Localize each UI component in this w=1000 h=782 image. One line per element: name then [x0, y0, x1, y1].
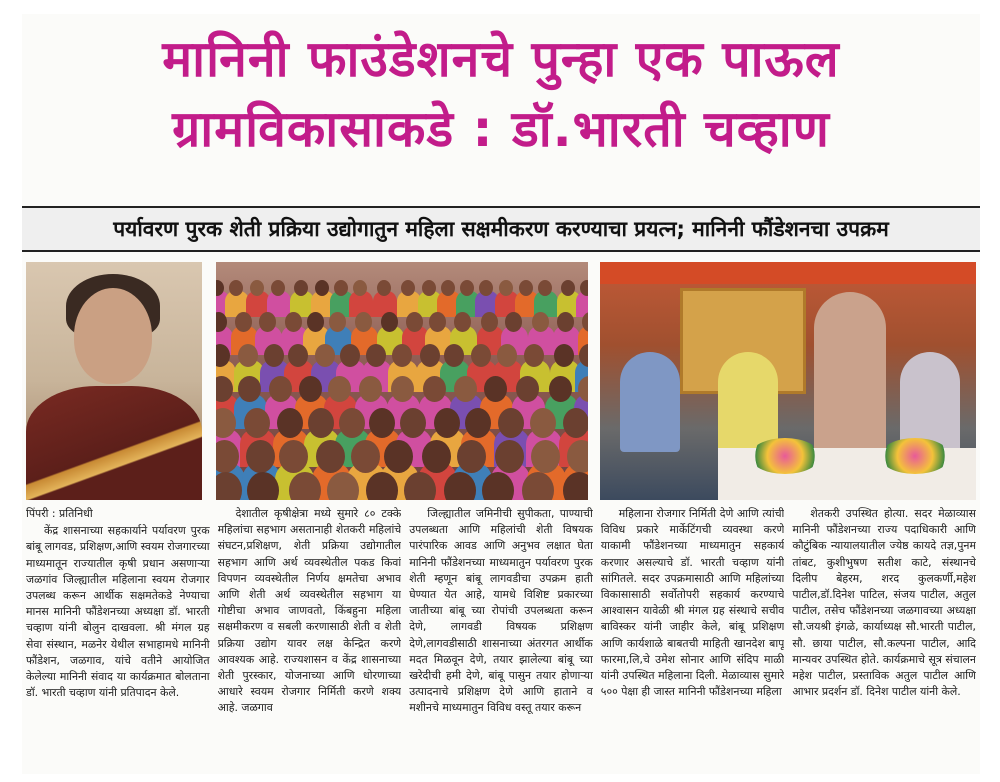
headline-line-1: मानिनी फाउंडेशनचे पुन्हा एक पाऊल [162, 30, 840, 88]
headline [22, 24, 980, 164]
article-column-1 [26, 506, 210, 772]
column-text: महिलाना रोजगार निर्मिती देणे आणि त्यांची विविध प्रकारे मार्केटिंगची व्यवस्था करणे याकामी फौंडेशनच्या माध्यमातुन सहकार्य करणार असल्याचे डॉ. भारती चव्हाण यांनी सांगितले. सदर उपक्रमासाठी आणि महिलांच्या विकासासाठी सर्वोतोपरी सहकार्य करण्याचे आश्वासन यावेळी श्री मंगल ग्रह संस्थाचे सचीव बाविस्कर यांनी जाहीर केले, बांबू प्रशिक्षण आणि कार्यशाळे बाबतची माहिती खानदेश बापू फारमा,लि,चे उमेश सोनार आणि संदिप माळी यांनी उपस्थित महिलाना दिली. मेळाव्यास सुमारे ५०० पेक्षा ही जास्त मानिनी फौंडेशनच्या महिला [600, 507, 785, 699]
subheadline-bar [22, 206, 980, 252]
dateline: पिंपरी : प्रतिनिधी [26, 507, 93, 520]
newspaper-clipping [22, 14, 980, 774]
column-text: केंद्र शासनाच्या सहकार्याने पर्यावरण पुरक बांबू लागवड, प्रशिक्षण,आणि स्वयम रोजगारच्या माध्यमातून राज्यातील कृषी प्रधान असणाऱ्या जळगांव जिल्ह्यातील महिलाना स्वयम रोजगार उपलब्ध करून आर्थीक सक्षमतेकडे नेण्याचा मानस मानिनी फौंडेशनच्या अध्यक्षा डॉ. भारती चव्हाण यांनी बोलुन दाखवला. श्री मंगल ग्रह सेवा संस्थान, मळनेर येथील सभाहामधे मानिनी फौंडेशन, जळगाव, यांचे वतीने आयोजित केलेल्या मानिनी संवाद या कार्यक्रमात बोलताना डॉ. भारती चव्हाण यांनी प्रतिपादन केले. [26, 524, 210, 700]
article-column-4 [601, 506, 785, 772]
subheadline: पर्यावरण पुरक शेती प्रक्रिया उद्योगातुन महिला सक्षमीकरण करण्याचा प्रयत्न; मानिनी फौंडेशनचा उपक्रम [113, 217, 889, 241]
event-stage-photo [600, 262, 976, 500]
audience-photo [216, 262, 588, 500]
headline-line-2: ग्रामविकासाकडे : डॉ.भारती चव्हाण [172, 100, 830, 158]
article-column-2 [218, 506, 402, 772]
portrait-photo [26, 262, 202, 500]
article-column-5 [792, 506, 976, 772]
article-column-3 [409, 506, 593, 772]
column-text: जिल्ह्यातील जमिनीची सुपीकता, पाण्याची उपलब्धता आणि महिलांची शेती विषयक पारंपारिक आवड आणि अनुभव लक्षात घेता मानिनी फौंडेशनच्या माध्यमातुन पर्यावरण पुरक शेती म्हणून बांबू लागवडीचा उपक्रम हाती घेण्यात येत आहे, यामधे विशिष्ट प्रकारच्या जातीच्या बांबू च्या रोपांची उपलब्धता करून देणे, लागवडी विषयक प्रशिक्षण देणे,लागवडीसाठी शासनाच्या अंतरगत आर्थीक मदत मिळवून देणे, तयार झालेल्या बांबू च्या खरेदीची हमी देणे, बांबू पासुन तयार होणाऱ्या उत्पादनाचे प्रशिक्षण देणे आणि हाताने व मशीनचे माध्यमातुन विविध वस्तू तयार करून [409, 507, 593, 715]
column-text: देशातील कृषीक्षेत्रा मध्ये सुमारे ८० टक्के महिलांचा सहभाग असतानाही शेतकरी महिलांचे संघटन,प्रशिक्षण, शेती प्रक्रिया उद्योगातील सहभाग आणि अर्थ व्यवस्थेतील पकड किवां विपणन व्यवस्थेतील निर्णय क्षमतेचा अभाव आणि शेती अर्थ व्यवस्थेतील सहभाग या गोष्टीचा अभाव जाणवतो, किंबहुना महिला सक्षमीकरण व सबली करणासाठी शेती व शेती प्रक्रिया उद्योग यावर लक्ष केन्द्रित करणे आवश्यक आहे. राज्यशासन व केंद्र शासनाच्या शेती पुरस्कार, योजनाच्या आणि धोरणाच्या आधारे स्वयम रोजगार निर्मिती करणे शक्य आहे. जळगाव [217, 507, 402, 715]
column-text: शेतकरी उपस्थित होत्या. सदर मेळाव्यास मानिनी फौंडेशनच्या राज्य पदाधिकारी आणि कौटुंबिक न्यायालयातील ज्येष्ठ कायदे तज्ञ,पुनम तांबट, कुशीभुषण सतीश काटे, संस्थानचे दिलीप बेहरम, शरद कुलकर्णी,महेश पाटील,डॉ.दिनेश पाटिल, संजय पाटील, अतुल पाटील, तसेच फौंडेशनच्या जळगावच्या अध्यक्षा सौ.जयश्री इंगळे, कार्याध्यक्ष सौ.भारती पाटील, सौ. छाया पाटील, सौ.कल्पना पाटील, आदि मान्यवर उपस्थित होते. कार्यक्रमाचे सूत्र संचालन महेश पाटील, प्रस्ताविक अतुल पाटील आणि आभार प्रदर्शन डॉ. दिनेश पाटील यांनी केले. [792, 507, 976, 699]
article-body [26, 506, 976, 772]
